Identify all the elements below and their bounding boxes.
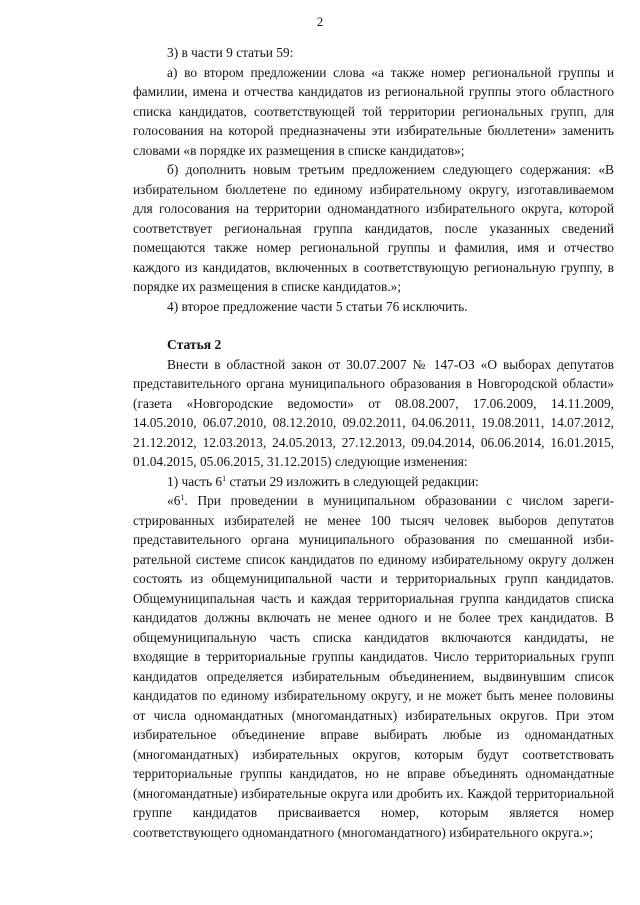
item-3-heading: 3) в части 9 статьи 59: (167, 45, 294, 60)
article-2-quoted-part (133, 491, 614, 842)
quote-text-start: «6 (167, 493, 181, 508)
item-4-paragraph: 4) второе предложение части 5 статьи 76 исключить. (167, 298, 468, 314)
quote-superscript: 1 (180, 493, 185, 502)
section-gap (133, 316, 614, 335)
item-1-superscript: 1 (222, 473, 227, 483)
page-number: 2 (316, 14, 324, 29)
item-1-text-start: 1) часть 6 (167, 473, 223, 489)
article-2-intro: Внести в областной закон от 30.07.2007 № 147-ОЗ «О выборах депутатов представительного органа муниципального образования в Новгородской области» (газета «Новгородские ведомости» от 08.08.2007, 17.06.2009, 14.11.2009, 14.05.2010, 06.07.2010, 08.12.2010, 09.02.2011, 04.06.2011, 19.08.2011, 14.07.2012, 21.12.2012, 12.03.2013, 24.05.2013, 27.12.2013, 09.04.2014, 06.06.2014, 16.01.2015, 01.04.2015, 05.06.2015, 31.12.2015) следующие изменения: (133, 356, 614, 469)
item-1-text-end: статьи 29 изложить в следующей редакции: (226, 473, 479, 489)
quote-text-body: . При проведении в муниципальном образовании с числом зарегистрированных избирателей не менее 100 тысяч человек выборов депутатов представительного органа муниципального образования по смешанной избирательной системе список кандидатов по единому избирательному округу должен состоять из общемуниципальной части и территориальных групп кандидатов. Общемуниципальная часть и каждая территориальная группа кандидатов списка кандидатов должны включать не менее одного и не более трех кандидатов. В общемуниципальную часть списка кандидатов включаются кандидаты, не входящие в территориальные группы кандидатов. Число территориальных групп кандидатов определяется избирательным объединением, выдвинувшим список кандидатов по единому избирательному округу, и не может быть менее половины от числа одномандатных (многомандатных) избирательных округов. При этом избирательное объединение вправе выбирать любые из одномандатных (многомандатных) избирательных округов, которым будут соответствовать территориальные группы кандидатов, но не вправе объединять одномандатные (многомандатные) избирательные округа или дробить их. Каждой территориальной группе кандидатов присваивается номер, которым является номер соответствующего одномандатного (многомандатного) избирательного округа.»; (133, 493, 614, 840)
article-2-item-1 (133, 472, 614, 492)
item-3a-paragraph: а) во втором предложении слова «а также номер региональной группы и фамилии, имена и отчества кандидатов из региональной группы этого областного списка кандидатов, соответствующей той территории региональных групп, для голосования на которой предназначены эти избирательные бюллетени» заменить словами «в порядке их размещения в списке кандидатов»; (133, 64, 614, 158)
item-3b-paragraph: б) дополнить новым третьим предложением следующего содержания: «В избирательном бюллетене по единому избирательному округу, изготавливаемом для голосования на территории одномандатного избирательного округа, которой соответствует региональная группа кандидатов, после указанных сведений помещаются также номер региональной группы и фамилия, имя и отчество каждого из кандидатов, включенных в соответствующую региональную группу, в порядке их размещения в списке кандидатов.»; (133, 162, 614, 294)
amendments-continued (133, 43, 614, 842)
article-2-heading: Статья 2 (167, 337, 222, 352)
